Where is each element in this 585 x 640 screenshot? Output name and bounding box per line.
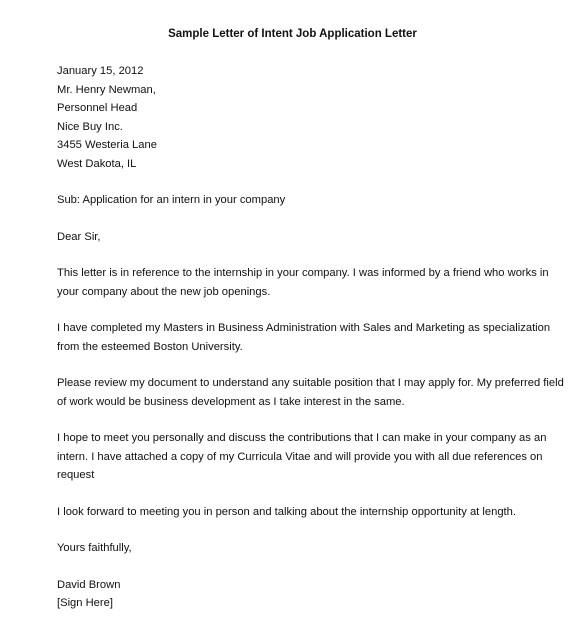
- document-title: Sample Letter of Intent Job Application Letter: [168, 28, 417, 40]
- signature-placeholder: [Sign Here]: [57, 597, 113, 609]
- paragraph-line: I have completed my Masters in Business Administration with Sales and Marketing as specialization: [57, 322, 551, 334]
- paragraph-line: of work would be business development as I take interest in the same.: [57, 395, 405, 408]
- paragraph-line: I hope to meet you personally and discuss the contributions that I can make in your company as an: [57, 432, 547, 444]
- paragraph-3: [57, 374, 564, 411]
- recipient-city: West Dakota, IL: [57, 157, 137, 170]
- letter-body: [57, 62, 564, 613]
- recipient-company: Nice Buy Inc.: [57, 120, 123, 133]
- paragraph-5: [57, 503, 537, 522]
- paragraph-line: request: [57, 469, 95, 481]
- recipient-name: Mr. Henry Newman,: [57, 83, 156, 96]
- paragraph-line: I look forward to meeting you in person and talking about the internship opportunity at length.: [57, 505, 516, 518]
- recipient-street: 3455 Westeria Lane: [57, 139, 157, 151]
- letter-date: January 15, 2012: [57, 65, 144, 77]
- recipient-position: Personnel Head: [57, 102, 138, 114]
- paragraph-2: [57, 319, 551, 356]
- letter-salutation: Dear Sir,: [57, 230, 101, 243]
- paragraph-4: [57, 429, 547, 485]
- paragraph-line: intern. I have attached a copy of my Curricula Vitae and will provide you with all due references on: [57, 450, 543, 463]
- paragraph-line: your company about the new job openings.: [57, 285, 271, 298]
- paragraph-1: [57, 264, 549, 301]
- paragraph-line: Please review my document to understand any suitable position that I may apply for. My preferred field: [57, 377, 564, 389]
- letter-closing: Yours faithfully,: [57, 542, 132, 554]
- paragraph-line: from the esteemed Boston University.: [57, 340, 243, 353]
- letter-subject: Sub: Application for an intern in your company: [57, 194, 286, 206]
- paragraph-line: This letter is in reference to the internship in your company. I was informed by a friend who works in: [57, 267, 549, 279]
- signer-name: David Brown: [57, 578, 121, 591]
